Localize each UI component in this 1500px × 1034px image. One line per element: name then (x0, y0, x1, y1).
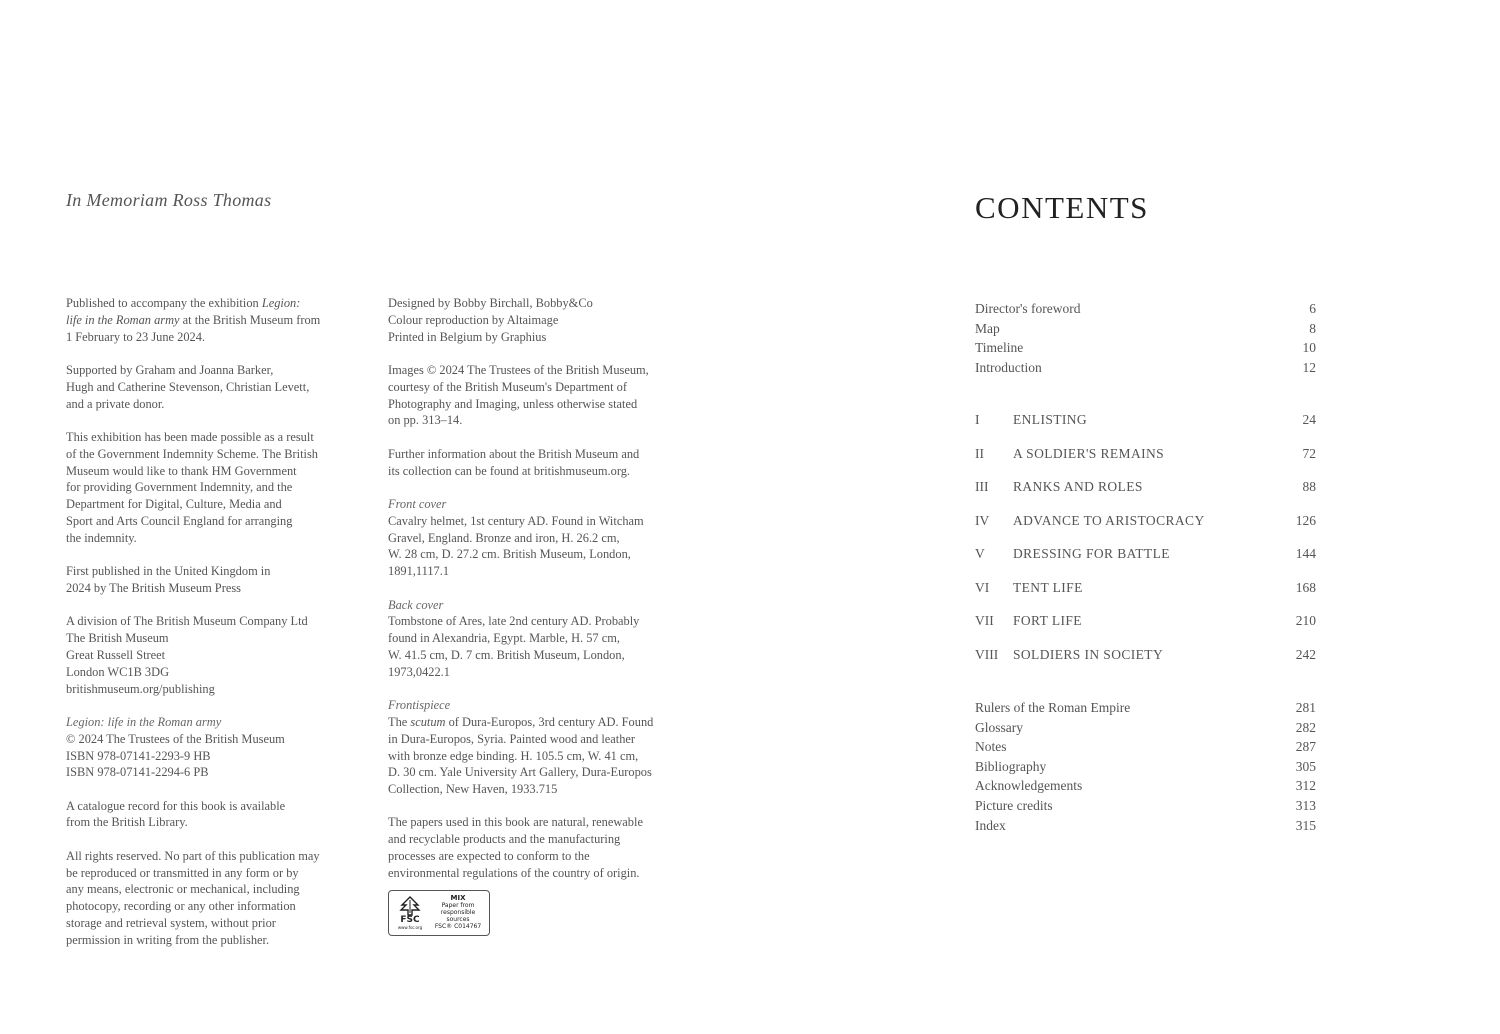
toc-entry-page: 282 (1295, 719, 1316, 735)
chapter-page: 242 (1295, 646, 1316, 662)
toc-entry[interactable] (975, 737, 1316, 757)
toc-entry-title: Introduction (975, 359, 1042, 375)
toc-chapter[interactable] (975, 475, 1316, 509)
chapter-number: V (975, 546, 985, 561)
toc-entry-title: Acknowledgements (975, 778, 1083, 794)
toc-entry-title: Map (975, 320, 1000, 336)
toc-chapter[interactable] (975, 643, 1316, 677)
fsc-logo (388, 890, 490, 936)
toc-entry-page: 313 (1295, 797, 1316, 813)
toc-entry-title: Timeline (975, 340, 1024, 356)
toc-entry[interactable] (975, 796, 1316, 816)
toc-entry[interactable] (975, 299, 1316, 319)
chapter-title: ADVANCE TO ARISTOCRACY (1013, 512, 1205, 528)
toc-entry[interactable] (975, 319, 1316, 339)
chapter-page: 72 (1302, 445, 1316, 461)
chapter-number: VIII (975, 646, 999, 662)
first-published-paragraph: First published in the United Kingdom in 2024 by The British Museum Press (66, 564, 271, 595)
chapter-title: SOLDIERS IN SOCIETY (1013, 646, 1164, 662)
publisher-address: A division of The British Museum Company Ltd The British Museum Great Russell Street London WC1B 3DG britishmuseum.org/publishing (66, 614, 308, 696)
chapter-title: A SOLDIER'S REMAINS (1013, 445, 1165, 461)
chapter-title: TENT LIFE (1013, 579, 1083, 595)
chapter-page: 168 (1295, 579, 1316, 595)
chapter-title: FORT LIFE (1013, 613, 1082, 628)
exhibition-title: Legion: life in the Roman army (66, 296, 301, 327)
chapter-number: II (975, 445, 984, 461)
chapter-page: 24 (1302, 412, 1316, 427)
toc-chapter[interactable] (975, 509, 1316, 543)
toc-entry-title: Director's foreword (975, 301, 1081, 316)
fsc-text (431, 895, 485, 930)
book-title-caption: Legion: life in the Roman army (66, 714, 222, 729)
imprint-column-right (388, 295, 678, 936)
exhibition-prefix: Published to accompany the exhibition (66, 296, 262, 310)
indemnity-paragraph: This exhibition has been made possible as a result of the Government Indemnity Scheme. The British Museum would like to thank HM Government for providing Government Indemnity, and the Department for Digital, Culture, Media and Sport and Arts Council England for arranging the indemnity. (66, 429, 319, 545)
further-info-paragraph: Further information about the British Museum and its collection can be found at britishmuseum.org. (388, 446, 640, 478)
toc-entry-page: 281 (1295, 700, 1316, 715)
fsc-label: FSC (400, 914, 420, 925)
fsc-mark (393, 896, 427, 930)
frontispiece-paragraph (388, 697, 678, 798)
design-credits: Designed by Bobby Birchall, Bobby&Co Colour reproduction by Altaimage Printed in Belgium by Graphius (388, 296, 593, 344)
chapter-title: ENLISTING (1013, 412, 1088, 427)
toc-chapter[interactable] (975, 542, 1316, 576)
toc-entry[interactable] (975, 698, 1316, 718)
exhibition-suffix: at the British Museum from 1 February to 23 June 2024. (66, 312, 321, 344)
dedication: In Memoriam Ross Thomas (66, 190, 272, 210)
fsc-line2: responsible sources (440, 909, 476, 924)
chapter-number: III (975, 479, 989, 494)
toc-entry-page: 6 (1309, 301, 1316, 316)
toc-entry-page: 12 (1302, 359, 1316, 375)
fsc-code: FSC® C014767 (434, 923, 482, 931)
toc-entry-title: Rulers of the Roman Empire (975, 700, 1131, 715)
chapter-number: IV (975, 512, 990, 528)
chapter-page: 88 (1302, 479, 1316, 494)
toc-back-matter (975, 698, 1316, 835)
fsc-tree-icon (397, 896, 423, 916)
front-cover-paragraph (388, 496, 678, 580)
toc-entry-page: 10 (1302, 340, 1316, 356)
frontispiece-prefix: The (388, 714, 411, 729)
toc-entry-page: 287 (1295, 739, 1316, 755)
toc-entry-title: Notes (975, 739, 1007, 755)
fsc-line1: Paper from (441, 902, 475, 910)
frontispiece-text: of Dura-Europos, 3rd century AD. Found in Dura-Europos, Syria. Painted wood and leather with bronze edge binding. H. 105.5 cm, W. 41 cm, D. 30 cm. Yale University Art Gallery, Dura-Europos Collection, New Haven, 1933.715 (388, 714, 654, 797)
chapter-page: 144 (1295, 546, 1316, 561)
supporters-paragraph: Supported by Graham and Joanna Barker, Hugh and Catherine Stevenson, Christian Levett, and a private donor. (66, 362, 310, 411)
toc-entry-title: Glossary (975, 719, 1023, 735)
exhibition-paragraph (66, 295, 346, 345)
toc-entry-title: Picture credits (975, 797, 1053, 813)
toc-entry-page: 8 (1309, 320, 1316, 336)
back-cover-paragraph (388, 597, 678, 681)
front-cover-caption: Front cover (388, 496, 447, 511)
toc-chapter[interactable] (975, 442, 1316, 476)
back-cover-caption: Back cover (388, 597, 444, 612)
toc-entry[interactable] (975, 757, 1316, 777)
papers-paragraph: The papers used in this book are natural, renewable and recyclable products and the manufacturing processes are expected to conform to the environmental regulations of the country of origin. (388, 815, 643, 880)
fsc-mix: MIX (450, 894, 466, 903)
front-cover-text: Cavalry helmet, 1st century AD. Found in Witcham Gravel, England. Bronze and iron, H. 26.2 cm, W. 28 cm, D. 27.2 cm. British Museum, London, 1891,1117.1 (388, 513, 644, 579)
fsc-url: www.fsc.org (397, 924, 423, 930)
chapter-page: 126 (1295, 512, 1316, 528)
toc-chapter[interactable] (975, 408, 1316, 442)
isbn-paragraph (66, 714, 346, 781)
toc-entry-title: Index (975, 817, 1006, 833)
chapter-number: VI (975, 579, 990, 595)
toc-front-matter (975, 299, 1316, 377)
chapter-page: 210 (1295, 613, 1316, 628)
contents-title: CONTENTS (975, 190, 1149, 225)
toc-chapters (975, 408, 1316, 676)
frontispiece-word: scutum (410, 714, 446, 729)
chapter-number: I (975, 412, 980, 427)
chapter-title: DRESSING FOR BATTLE (1013, 546, 1170, 561)
chapter-title: RANKS AND ROLES (1013, 479, 1143, 494)
toc-entry[interactable] (975, 358, 1316, 378)
imprint-column-left (66, 295, 346, 965)
toc-entry-page: 305 (1295, 758, 1316, 774)
toc-entry-page: 312 (1295, 778, 1316, 794)
toc-chapter[interactable] (975, 576, 1316, 610)
isbn-block: © 2024 The Trustees of the British Museum ISBN 978-07141-2293-9 HB ISBN 978-07141-2294-6 PB (66, 731, 285, 780)
toc-entry[interactable] (975, 718, 1316, 738)
toc-entry[interactable] (975, 338, 1316, 358)
frontispiece-caption: Frontispiece (388, 698, 451, 713)
images-paragraph: Images © 2024 The Trustees of the British Museum, courtesy of the British Museum's Department of Photography and Imaging, unless otherwise stated on pp. 313–14. (388, 362, 649, 428)
catalogue-paragraph: A catalogue record for this book is available from the British Library. (66, 798, 286, 830)
toc-entry-title: Bibliography (975, 758, 1047, 774)
toc-entry-page: 315 (1295, 817, 1316, 833)
toc-chapter[interactable] (975, 609, 1316, 643)
toc-entry[interactable] (975, 816, 1316, 836)
rights-paragraph: All rights reserved. No part of this publication may be reproduced or transmitted in any form or by any means, electronic or mechanical, including photocopy, recording or any other information storage and retrieval system, without prior permission in writing from the publisher. (66, 848, 320, 947)
back-cover-text: Tombstone of Ares, late 2nd century AD. Probably found in Alexandria, Egypt. Marble, H. 57 cm, W. 41.5 cm, D. 7 cm. British Museum, London, 1973,0422.1 (388, 614, 640, 679)
chapter-number: VII (975, 613, 994, 628)
toc-entry[interactable] (975, 776, 1316, 796)
